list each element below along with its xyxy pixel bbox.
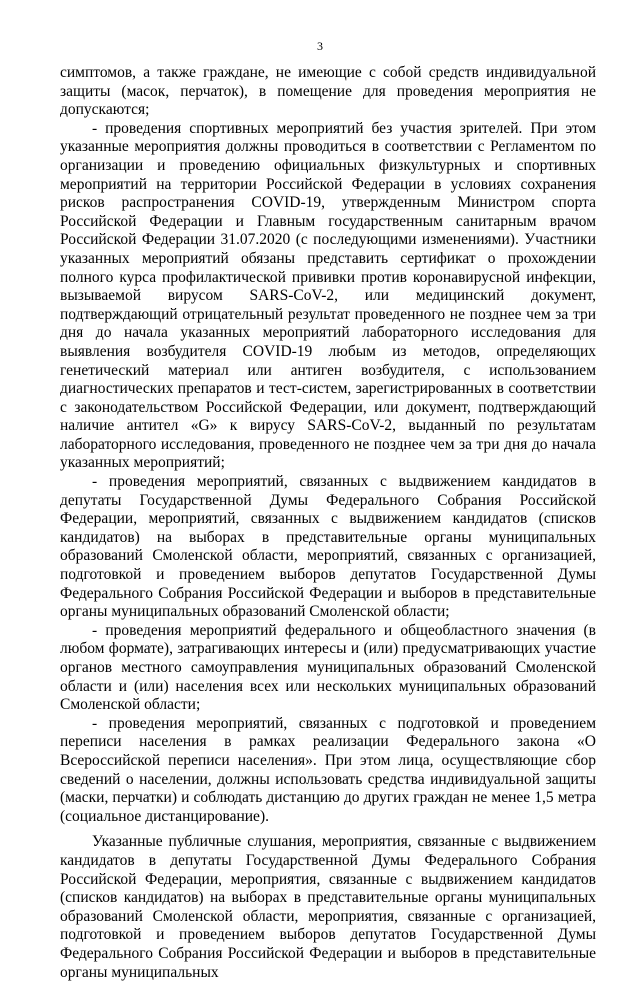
paragraph-public-hearings: Указанные публичные слушания, мероприятия, связанные с выдвижением кандидатов в депутаты Государственной Думы Федерального Собрания Российской Федерации, мероприятия, связанные с выдвижением кандидатов (списков кандидатов) на выборах в представительные органы муниципальных образований Смоленской области, мероприятия, связанные с организацией, подготовкой и проведением выборов депутатов Государственной Думы Федерального Собрания Российской Федерации и выборов в представительные органы муниципальных — [60, 833, 596, 981]
document-body — [60, 64, 596, 982]
paragraph-continuation: симптомов, а также граждане, не имеющие с собой средств индивидуальной защиты (масок, перчаток), в помещение для проведения мероприятия не допускаются; — [60, 64, 596, 119]
paragraph-census-events: - проведения мероприятий, связанных с подготовкой и проведением переписи населения в рамках реализации Федерального закона «О Всероссийской переписи населения». При этом лица, осуществляющие сбор сведений о населении, должны использовать средства индивидуальной защиты (маски, перчатки) и соблюдать дистанцию до других граждан не менее 1,5 метра (социальное дистанцирование). — [60, 714, 596, 825]
paragraph-sports-events: - проведения спортивных мероприятий без участия зрителей. При этом указанные мероприятия должны проводиться в соответствии с Регламентом по организации и проведению официальных физкультурных и спортивных мероприятий на территории Российской Федерации в условиях сохранения рисков распространения COVID-19, утвержденным Министром спорта Российской Федерации и Главным государственным санитарным врачом Российской Федерации 31.07.2020 (с последующими изменениями). Участники указанных мероприятий обязаны представить сертификат о прохождении полного курса профилактической прививки против коронавирусной инфекции, вызываемой вирусом SARS-CoV-2, или медицинский документ, подтверждающий отрицательный результат проведенного не позднее чем за три дня до начала указанных мероприятий лабораторного исследования для выявления возбудителя COVID-19 любым из методов, определяющих генетический материал или антиген возбудителя, с использованием диагностических препаратов и тест-систем, зарегистрированных в соответствии с законодательством Российской Федерации, или документ, подтверждающий наличие антител «G» к вирусу SARS-CoV-2, выданный по результатам лабораторного исследования, проведенного не позднее чем за три дня до начала указанных мероприятий; — [60, 119, 596, 472]
paragraph-federal-regional-events: - проведения мероприятий федерального и общеобластного значения (в любом формате), затрагивающих интересы и (или) предусматривающих участие органов местного самоуправления муниципальных образований Смоленской области и (или) населения всех или нескольких муниципальных образований Смоленской области; — [60, 621, 596, 714]
page-number: 3 — [317, 39, 323, 53]
paragraph-election-events: - проведения мероприятий, связанных с выдвижением кандидатов в депутаты Государственной Думы Федерального Собрания Российской Федерации, мероприятий, связанных с выдвижением кандидатов (списков кандидатов) на выборах в представительные органы муниципальных образований Смоленской области, мероприятий, связанных с организацией, подготовкой и проведением выборов депутатов Государственной Думы Федерального Собрания Российской Федерации и выборов в представительные органы муниципальных образований Смоленской области; — [60, 473, 596, 621]
